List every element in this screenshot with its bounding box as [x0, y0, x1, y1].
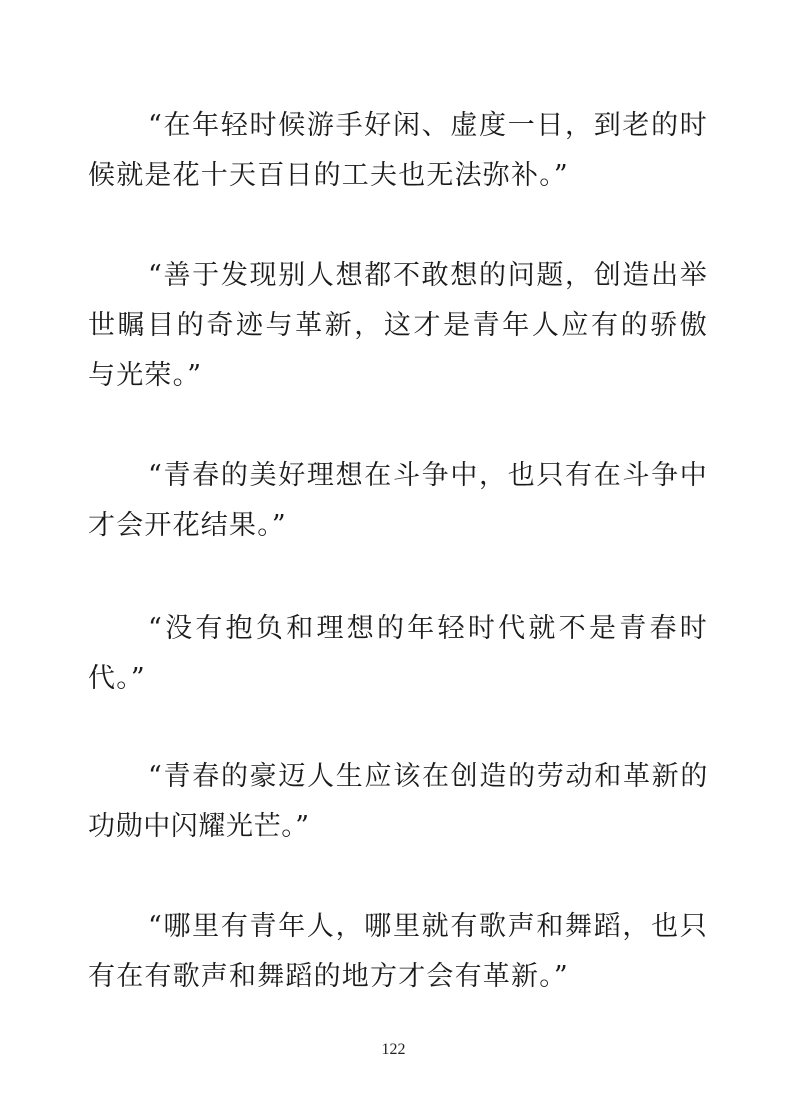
page-number: 122 [381, 1041, 406, 1058]
quote-paragraph: “哪里有青年人，哪里就有歌声和舞蹈，也只有在有歌声和舞蹈的地方才会有革新。” [88, 911, 708, 992]
quote-paragraph: “在年轻时候游手好闲、虚度一日，到老的时候就是花十天百日的工夫也无法弥补。” [88, 110, 708, 191]
quote-paragraph: “青春的豪迈人生应该在创造的劳动和革新的功勋中闪耀光芒。” [88, 761, 708, 842]
quote-paragraph: “善于发现别人想都不敢想的问题，创造出举世瞩目的奇迹与革新，这才是青年人应有的骄傲与光荣。” [88, 260, 708, 391]
quote-paragraph: “没有抱负和理想的年轻时代就不是青春时代。” [88, 613, 708, 694]
quote-paragraph: “青春的美好理想在斗争中，也只有在斗争中才会开花结果。” [88, 460, 708, 541]
